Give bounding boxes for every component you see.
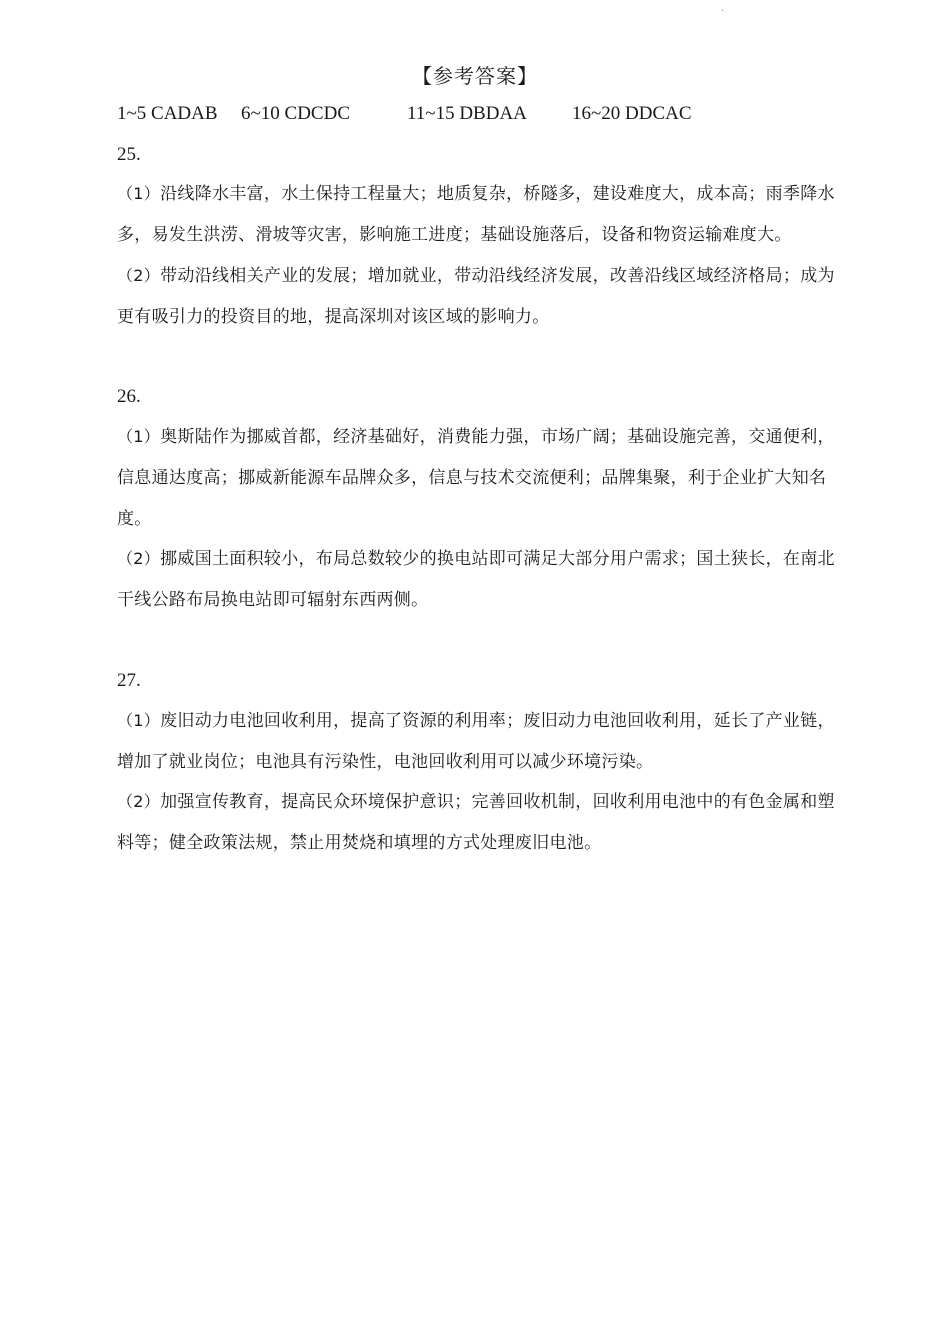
part-label: （1） xyxy=(117,427,161,446)
question-number-25: 25. xyxy=(117,144,141,165)
answer-key-group-4: 16~20 DDCAC xyxy=(572,103,692,124)
answer-key-group-2: 6~10 CDCDC xyxy=(241,103,350,124)
part-label: （2） xyxy=(117,792,161,811)
q27-part-2 xyxy=(117,781,837,864)
part-text: 加强宣传教育，提高民众环境保护意识；完善回收机制，回收利用电池中的有色金属和塑料等；健全政策法规，禁止用焚烧和填埋的方式处理废旧电池。 xyxy=(117,792,835,853)
part-text: 废旧动力电池回收利用，提高了资源的利用率；废旧动力电池回收利用，延长了产业链，增加了就业岗位；电池具有污染性，电池回收利用可以减少环境污染。 xyxy=(117,711,835,772)
q25-part-1 xyxy=(117,173,837,256)
part-text: 沿线降水丰富，水土保持工程量大；地质复杂，桥隧多，建设难度大，成本高；雨季降水多，易发生洪涝、滑坡等灾害，影响施工进度；基础设施落后，设备和物资运输难度大。 xyxy=(117,184,835,245)
q26-part-1 xyxy=(117,416,837,540)
q26-part-2 xyxy=(117,538,837,621)
question-number-26: 26. xyxy=(117,386,141,407)
part-text: 带动沿线相关产业的发展；增加就业，带动沿线经济发展，改善沿线区域经济格局；成为更有吸引力的投资目的地，提高深圳对该区域的影响力。 xyxy=(117,266,835,327)
part-label: （2） xyxy=(117,549,161,568)
part-label: （2） xyxy=(117,266,161,285)
question-number-27: 27. xyxy=(117,670,141,691)
part-text: 挪威国土面积较小，布局总数较少的换电站即可满足大部分用户需求；国土狭长，在南北干线公路布局换电站即可辐射东西两侧。 xyxy=(117,549,835,610)
page-title: 【参考答案】 xyxy=(412,64,538,88)
q25-part-2 xyxy=(117,255,837,338)
corner-dot: · xyxy=(721,6,725,17)
q27-part-1 xyxy=(117,700,837,783)
part-text: 奥斯陆作为挪威首都，经济基础好，消费能力强，市场广阔；基础设施完善，交通便利，信息通达度高；挪威新能源车品牌众多，信息与技术交流便利；品牌集聚，利于企业扩大知名度。 xyxy=(117,427,835,529)
part-label: （1） xyxy=(117,711,161,730)
answer-key-group-3: 11~15 DBDAA xyxy=(407,103,527,124)
part-label: （1） xyxy=(117,184,161,203)
answer-key-group-1: 1~5 CADAB xyxy=(117,103,218,124)
